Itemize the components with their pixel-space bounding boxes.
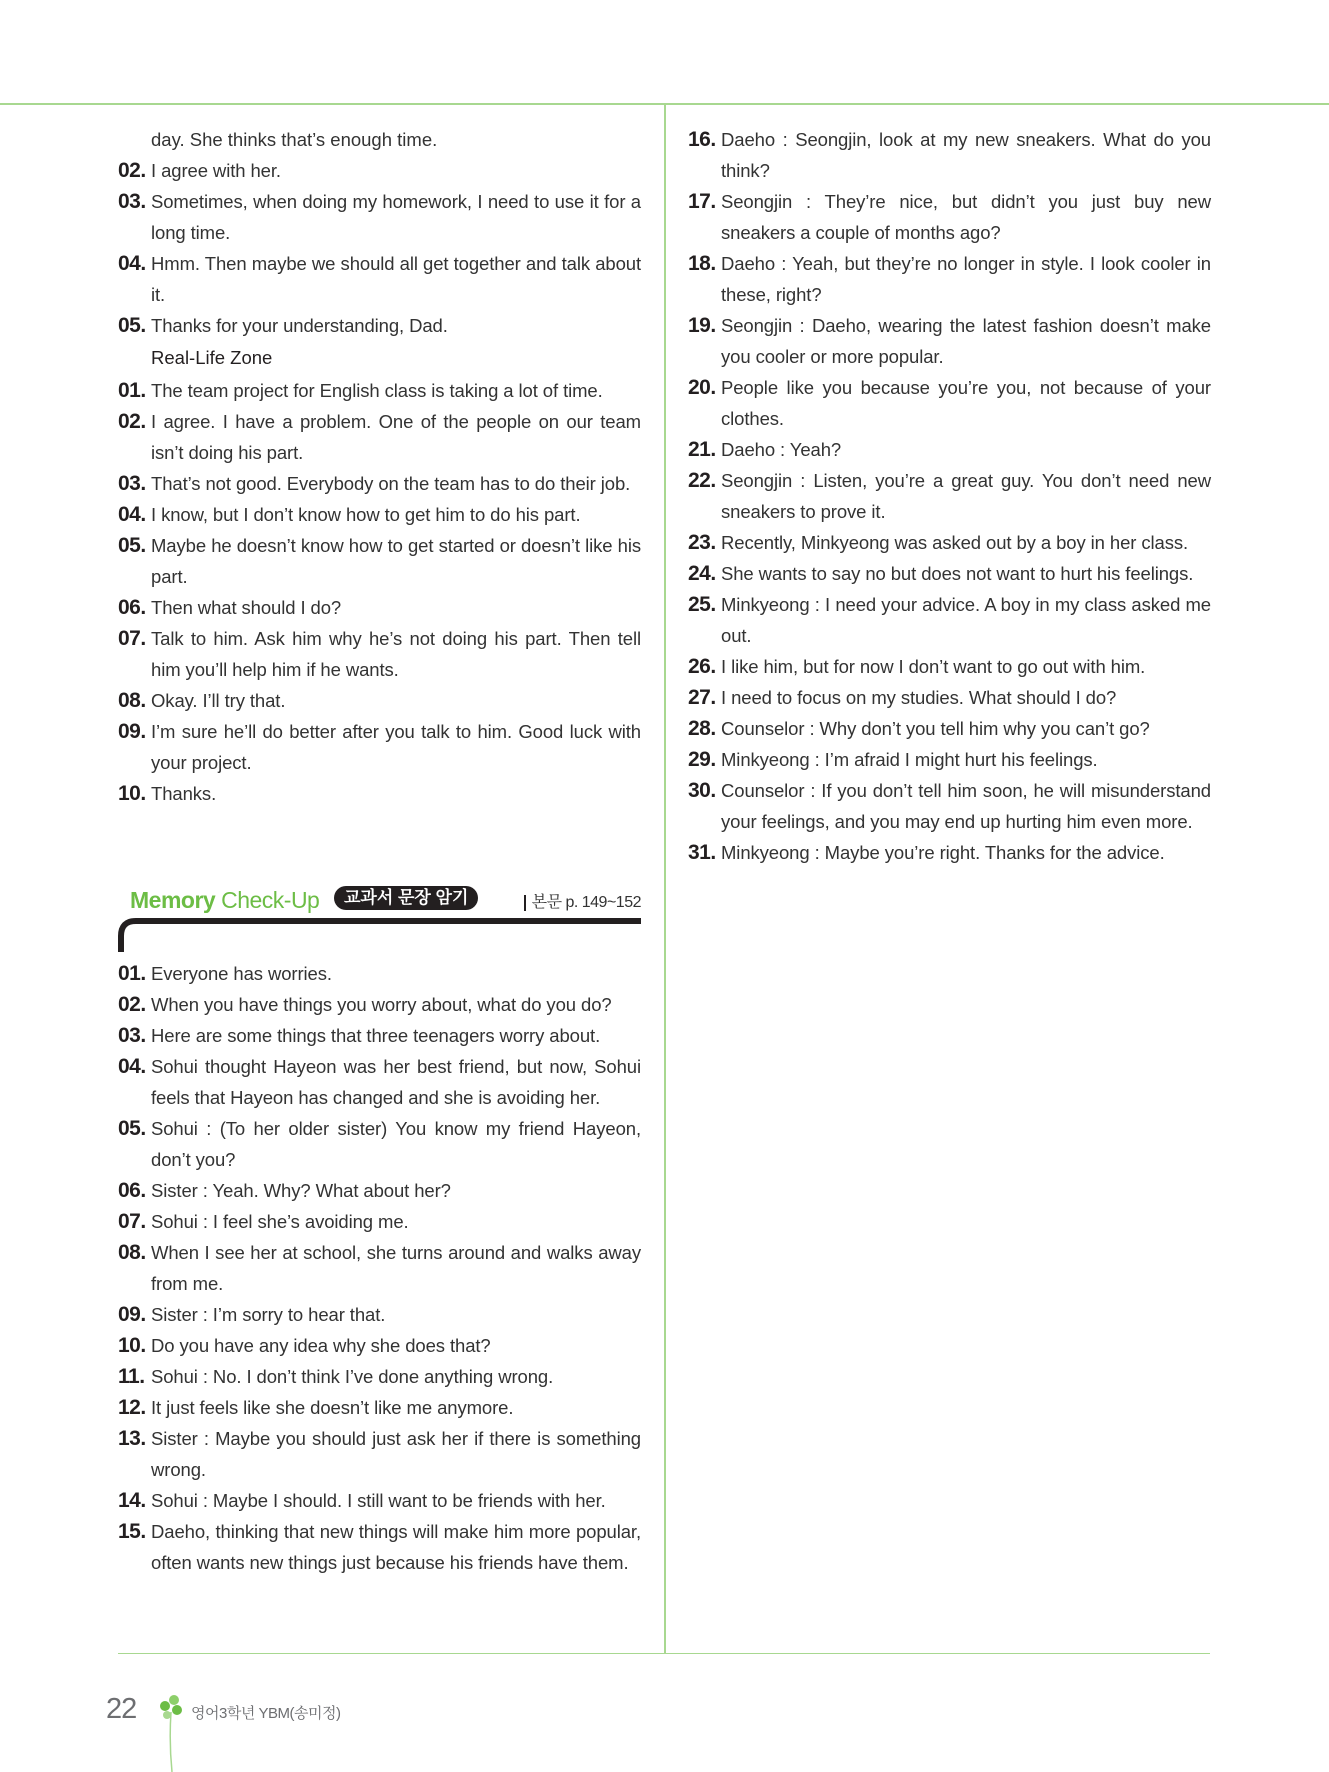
item-text: Counselor : If you don’t tell him soon, he will misunderstand your feelings, and you may end up hurting him even more.: [721, 780, 1211, 832]
item-number: 10.: [118, 1334, 146, 1357]
item-number: 08.: [118, 1241, 146, 1264]
list-item: [688, 465, 1211, 527]
item-text: Maybe he doesn’t know how to get started or doesn’t like his part.: [151, 535, 641, 587]
item-number: 14.: [118, 1489, 146, 1512]
item-text: People like you because you’re you, not because of your clothes.: [721, 377, 1211, 429]
item-number: 20.: [688, 376, 716, 399]
list-item: [118, 778, 641, 809]
clover-leaf-icon: [155, 1692, 187, 1772]
list-item: [688, 527, 1211, 558]
item-number: 29.: [688, 748, 716, 771]
item-number: 02.: [118, 159, 146, 182]
item-number: 01.: [118, 962, 146, 985]
list-item: [688, 186, 1211, 248]
item-text: Here are some things that three teenagers worry about.: [151, 1025, 601, 1046]
item-number: 26.: [688, 655, 716, 678]
memory-checkup-header: [118, 883, 641, 953]
memory-list-left: [118, 958, 641, 1578]
list-item: [118, 958, 641, 989]
item-number: 19.: [688, 314, 716, 337]
item-number: 23.: [688, 531, 716, 554]
list-item: [688, 124, 1211, 186]
item-text: I’m sure he’ll do better after you talk to him. Good luck with your project.: [151, 721, 641, 773]
section-subheading: Real-Life Zone: [151, 347, 273, 368]
item-number: 03.: [118, 1024, 146, 1047]
item-text: Sohui : No. I don’t think I’ve done anything wrong.: [151, 1366, 554, 1387]
list-item: [118, 248, 641, 310]
item-number: 04.: [118, 1055, 146, 1078]
item-number: 24.: [688, 562, 716, 585]
item-number: 31.: [688, 841, 716, 864]
continuation-text: day. She thinks that’s enough time.: [151, 129, 438, 150]
item-text: Talk to him. Ask him why he’s not doing his part. Then tell him you’ll help him if he wants.: [151, 628, 641, 680]
memorize-badge: 교과서 문장 암기: [334, 886, 478, 910]
item-text: When you have things you worry about, what do you do?: [151, 994, 612, 1015]
list-item: [118, 186, 641, 248]
item-text: Sohui : I feel she’s avoiding me.: [151, 1211, 409, 1232]
list-item: [688, 651, 1211, 682]
item-number: 05.: [118, 534, 146, 557]
item-text: Hmm. Then maybe we should all get together and talk about it.: [151, 253, 641, 305]
item-number: 21.: [688, 438, 716, 461]
header-underline-bracket: [118, 918, 641, 952]
item-text: Minkyeong : Maybe you’re right. Thanks for the advice.: [721, 842, 1165, 863]
list-item: [118, 1206, 641, 1237]
item-number: 17.: [688, 190, 716, 213]
item-text: I know, but I don’t know how to get him to do his part.: [151, 504, 581, 525]
item-number: 07.: [118, 627, 146, 650]
item-number: 06.: [118, 596, 146, 619]
footer-rule: [118, 1653, 1210, 1654]
item-text: Minkyeong : I need your advice. A boy in my class asked me out.: [721, 594, 1211, 646]
list-item: [118, 375, 641, 406]
item-text: I like him, but for now I don’t want to go out with him.: [721, 656, 1146, 677]
title-memory: Memory: [130, 887, 216, 913]
list-item: [688, 713, 1211, 744]
item-number: 12.: [118, 1396, 146, 1419]
item-number: 28.: [688, 717, 716, 740]
item-number: 03.: [118, 472, 146, 495]
item-number: 04.: [118, 252, 146, 275]
item-number: 05.: [118, 314, 146, 337]
item-text: Do you have any idea why she does that?: [151, 1335, 491, 1356]
item-text: Sohui : Maybe I should. I still want to be friends with her.: [151, 1490, 606, 1511]
list-item: [118, 1361, 641, 1392]
list-item: [118, 1113, 641, 1175]
list-item: [688, 837, 1211, 868]
list-item: [118, 1516, 641, 1578]
item-text: It just feels like she doesn’t like me anymore.: [151, 1397, 514, 1418]
item-number: 15.: [118, 1520, 146, 1543]
list-item: [118, 155, 641, 186]
item-text: Recently, Minkyeong was asked out by a boy in her class.: [721, 532, 1189, 553]
list-item: [688, 744, 1211, 775]
item-number: 11.: [118, 1365, 145, 1388]
item-number: 09.: [118, 1303, 146, 1326]
item-number: 04.: [118, 503, 146, 526]
item-text: Minkyeong : I’m afraid I might hurt his feelings.: [721, 749, 1098, 770]
item-text: Seongjin : They’re nice, but didn’t you just buy new sneakers a couple of months ago?: [721, 191, 1211, 243]
column-divider: [664, 104, 666, 1654]
item-text: That’s not good. Everybody on the team has to do their job.: [151, 473, 631, 494]
list-item: [118, 1423, 641, 1485]
item-text: The team project for English class is taking a lot of time.: [151, 380, 603, 401]
list-item: [688, 248, 1211, 310]
book-title: 영어3학년 YBM(송미정): [191, 1705, 341, 1722]
list-item: [118, 623, 641, 685]
list-item: [688, 589, 1211, 651]
list-item: [688, 372, 1211, 434]
item-number: 03.: [118, 190, 146, 213]
item-text: She wants to say no but does not want to hurt his feelings.: [721, 563, 1194, 584]
item-text: Counselor : Why don’t you tell him why you can’t go?: [721, 718, 1150, 739]
item-number: 09.: [118, 720, 146, 743]
item-text: Seongjin : Listen, you’re a great guy. You don’t need new sneakers to prove it.: [721, 470, 1211, 522]
item-text: I need to focus on my studies. What should I do?: [721, 687, 1117, 708]
item-number: 02.: [118, 410, 146, 433]
item-text: Thanks for your understanding, Dad.: [151, 315, 448, 336]
list-item: [118, 592, 641, 623]
list-item: [118, 716, 641, 778]
item-number: 25.: [688, 593, 716, 616]
item-number: 01.: [118, 379, 146, 402]
list-item: [118, 530, 641, 592]
memory-checkup-title: [130, 885, 319, 915]
item-text: I agree. I have a problem. One of the people on our team isn’t doing his part.: [151, 411, 641, 463]
list-item: [118, 310, 641, 341]
page-number: 22: [106, 1693, 137, 1725]
list-item: [118, 1330, 641, 1361]
item-text: Then what should I do?: [151, 597, 342, 618]
item-number: 13.: [118, 1427, 146, 1450]
title-checkup: Check-Up: [221, 887, 320, 913]
item-text: Sister : Maybe you should just ask her if there is something wrong.: [151, 1428, 641, 1480]
item-text: Sohui thought Hayeon was her best friend, but now, Sohui feels that Hayeon has changed and she is avoiding her.: [151, 1056, 641, 1108]
list-item: [688, 434, 1211, 465]
item-number: 05.: [118, 1117, 146, 1140]
item-text: Sohui : (To her older sister) You know my friend Hayeon, don’t you?: [151, 1118, 641, 1170]
item-text: Okay. I’ll try that.: [151, 690, 286, 711]
item-number: 18.: [688, 252, 716, 275]
list-item: [688, 682, 1211, 713]
item-number: 10.: [118, 782, 146, 805]
list-item: [118, 1237, 641, 1299]
memory-list-right: [688, 124, 1211, 868]
item-text: Daeho : Yeah, but they’re no longer in style. I look cooler in these, right?: [721, 253, 1211, 305]
list-item: [118, 1392, 641, 1423]
item-text: Daeho : Yeah?: [721, 439, 842, 460]
list-item: [118, 1299, 641, 1330]
item-text: I agree with her.: [151, 160, 281, 181]
item-text: Daeho : Seongjin, look at my new sneakers. What do you think?: [721, 129, 1211, 181]
item-text: Seongjin : Daeho, wearing the latest fashion doesn’t make you cooler or more popular.: [721, 315, 1211, 367]
item-number: 16.: [688, 128, 716, 151]
left-column-top: [118, 124, 641, 809]
dialogue-list-b: [118, 375, 641, 809]
list-item: [118, 989, 641, 1020]
item-number: 02.: [118, 993, 146, 1016]
list-item: [118, 685, 641, 716]
item-number: 06.: [118, 1179, 146, 1202]
list-item: [118, 499, 641, 530]
item-text: When I see her at school, she turns around and walks away from me.: [151, 1242, 641, 1294]
item-text: Sister : Yeah. Why? What about her?: [151, 1180, 451, 1201]
list-item: [688, 775, 1211, 837]
item-number: 27.: [688, 686, 716, 709]
page-reference: 본문 p. 149~152: [524, 895, 641, 911]
list-item: [118, 406, 641, 468]
list-item: [688, 310, 1211, 372]
item-text: Daeho, thinking that new things will make him more popular, often wants new things just because his friends have them.: [151, 1521, 641, 1573]
item-text: Sometimes, when doing my homework, I need to use it for a long time.: [151, 191, 641, 243]
list-item: [118, 1175, 641, 1206]
item-number: 22.: [688, 469, 716, 492]
list-item: [118, 1051, 641, 1113]
list-item: [118, 468, 641, 499]
item-text: Thanks.: [151, 783, 217, 804]
item-number: 07.: [118, 1210, 146, 1233]
list-item: [688, 558, 1211, 589]
list-item: [118, 1485, 641, 1516]
item-number: 30.: [688, 779, 716, 802]
list-item: [118, 1020, 641, 1051]
item-text: Everyone has worries.: [151, 963, 332, 984]
item-text: Sister : I’m sorry to hear that.: [151, 1304, 386, 1325]
item-number: 08.: [118, 689, 146, 712]
dialogue-list-a: [118, 155, 641, 341]
